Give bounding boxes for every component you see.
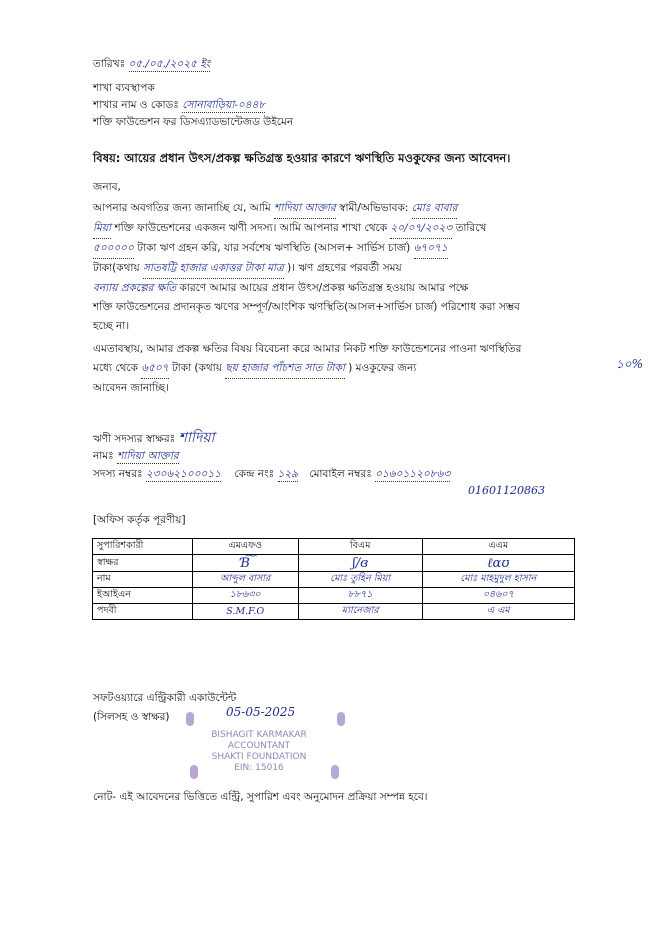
table-row bbox=[93, 588, 575, 604]
p2-text-d: ) মওকুফের জন্য bbox=[348, 362, 417, 374]
stamp-line: SHAKTI FOUNDATION bbox=[211, 752, 307, 762]
ink-smudge bbox=[337, 712, 345, 726]
accountant-title: সফটওয়্যারে এন্ট্রিকারী একাউন্টেন্ট bbox=[93, 692, 237, 704]
body-paragraph-1 bbox=[93, 199, 613, 336]
p2-text-a: এমতাবস্থায়, আমার প্রকল্প ক্ষতির বিষয় বিবেচনা করে আমার নিকট শক্তি ফাউন্ডেশনের পাওনা ঋণস্থিতির bbox=[93, 343, 522, 355]
loan-amount: ৫০০০০০ bbox=[93, 239, 134, 259]
member-signature-line bbox=[93, 432, 215, 446]
office-table bbox=[92, 538, 575, 620]
table-cell: ম্যানেজার bbox=[298, 604, 422, 620]
accountant-subtitle: (সিলসহ ও স্বাক্ষর) bbox=[93, 711, 170, 723]
office-caption: [অফিস কর্তৃক পূরণীয়] bbox=[93, 514, 186, 526]
p1-text-h: কারণে আমার আয়ের প্রধান উৎস/প্রকল্প ক্ষতিগ্রস্ত হওয়ায় আমার পক্ষে bbox=[179, 282, 469, 294]
member-name-line bbox=[93, 450, 179, 464]
accountant-signed-date: 05-05-2025 bbox=[226, 705, 296, 719]
row-label: স্বাক্ষর bbox=[93, 555, 193, 572]
table-header-cell: এএম bbox=[422, 539, 574, 555]
p1-text-i: শক্তি ফাউন্ডেশনের প্রদানকৃত ঋণের সম্পূর্ণ/আংশিক ঋণস্থিতি(আসল+সার্ভিস চার্জ) পরিশোধ করা সম্ভব bbox=[93, 301, 520, 313]
table-row bbox=[93, 572, 575, 588]
date-value: ০৫./০৫./২০২৫ ইং bbox=[128, 58, 211, 70]
table-row bbox=[93, 604, 575, 620]
mobile-number-2: 01601120863 bbox=[468, 484, 545, 497]
loan-date: ২০/০৭/২০২৩ bbox=[390, 219, 452, 239]
stamp-line: BISHAGIT KARMAKAR bbox=[211, 730, 307, 740]
damage-cause: বন্যায় প্রকল্পের ক্ষতি bbox=[93, 282, 177, 294]
p1-text-f: টাকা(কথায় bbox=[93, 262, 140, 274]
table-row bbox=[93, 555, 575, 572]
branch-label: শাখার নাম ও কোডঃ bbox=[93, 99, 179, 111]
p2-text-c: টাকা (কথায় bbox=[171, 362, 222, 374]
outstanding-in-words: সাতষট্টি হাজার একাত্তর টাকা মাত্র bbox=[143, 259, 284, 279]
member-name-label: নামঃ bbox=[93, 450, 114, 462]
p1-text-a: আপনার অবগতির জন্য জানাচ্ছি যে, আমি bbox=[93, 202, 271, 214]
table-header-cell: বিএম bbox=[298, 539, 422, 555]
note-line: নোট- এই আবেদনের ভিত্তিতে এন্ট্রি, সুপারিশ এবং অনুমোদন প্রক্রিয়া সম্পন্ন হবে। bbox=[93, 791, 428, 803]
table-cell: আব্দুল বাসার bbox=[192, 572, 298, 588]
member-number: ২৩০৬২১০০০১১ bbox=[145, 468, 222, 480]
table-header-cell: এমএফও bbox=[192, 539, 298, 555]
p1-text-b: স্বামী/অভিভাবক: bbox=[339, 202, 409, 214]
organization-name: শক্তি ফাউন্ডেশন ফর ডিসএ্যাডভান্টেজড উইমেন bbox=[93, 116, 294, 128]
am-signature: ℓɑʊ bbox=[422, 555, 574, 572]
ink-smudge bbox=[186, 712, 194, 726]
salutation: জনাব, bbox=[93, 181, 121, 193]
date-label: তারিখঃ bbox=[93, 58, 126, 70]
outstanding-amount: ৬৭০৭১ bbox=[414, 239, 448, 259]
guardian-name: মোঃ বাবার bbox=[412, 199, 458, 219]
table-cell: মোঃ মাহমুদুল হাসান bbox=[422, 572, 574, 588]
table-cell: ০৪৬০৭ bbox=[422, 588, 574, 604]
percent-note: ১০% bbox=[616, 357, 643, 371]
waive-amount: ৬৫০৭ bbox=[141, 359, 168, 379]
p1-text-c: শক্তি ফাউন্ডেশনের একজন ঋণী সদস্য। আমি আপনার শাখা থেকে bbox=[114, 222, 388, 234]
table-header-cell: সুপারিশকারী bbox=[93, 539, 193, 555]
p1-text-j: হচ্ছে না। bbox=[93, 320, 130, 332]
borrower-name: শাদিয়া আক্তার bbox=[274, 199, 336, 219]
branch-value: সোনাবাড়িয়া-০৪৪৮ bbox=[182, 99, 266, 111]
table-cell: S.M.F.O bbox=[192, 604, 298, 620]
date-line bbox=[93, 58, 210, 72]
table-cell: ১৮৬৩০ bbox=[192, 588, 298, 604]
row-label: ইআইএন bbox=[93, 588, 193, 604]
member-name: শাদিয়া আক্তার bbox=[117, 450, 179, 462]
row-label: নাম bbox=[93, 572, 193, 588]
body-paragraph-2 bbox=[93, 340, 623, 398]
table-cell: ৮৮৭১ bbox=[298, 588, 422, 604]
p1-text-d: তারিখে bbox=[455, 222, 487, 234]
subject-line: বিষয়: আয়ের প্রধান উৎস/প্রকল্প ক্ষতিগ্রস্ত হওয়ার কারণে ঋণস্থিতি মওকুফের জন্য আবেদন। bbox=[93, 151, 511, 165]
table-header-row bbox=[93, 539, 575, 555]
center-number: ১২৯ bbox=[277, 468, 298, 480]
row-label: পদবী bbox=[93, 604, 193, 620]
mfo-signature: Ɓ͠ bbox=[192, 555, 298, 572]
p2-text-b: মধ্যে থেকে bbox=[93, 362, 138, 374]
member-sign-label: ঋণী সদস্যর স্বাক্ষরঃ bbox=[93, 433, 176, 445]
member-signature: শাদিয়া bbox=[178, 430, 215, 446]
member-number-line bbox=[93, 468, 450, 482]
mobile-number: ০১৬০১১২০৮৬৩ bbox=[375, 468, 451, 480]
accountant-stamp bbox=[194, 730, 324, 774]
p1-text-g: )। ঋণ গ্রহণের পরবর্তী সময় bbox=[287, 262, 402, 274]
p2-text-e: আবেদন জানাচ্ছি। bbox=[93, 382, 169, 394]
p1-text-e: টাকা ঋণ গ্রহন করি, যার সর্বশেষ ঋণস্থিতি (আসল+ সার্ভিস চার্জ) bbox=[137, 242, 411, 254]
branch-line bbox=[93, 99, 265, 113]
stamp-line: EIN: 15016 bbox=[234, 763, 284, 773]
stamp-line: ACCOUNTANT bbox=[227, 741, 291, 751]
table-cell: এ এম bbox=[422, 604, 574, 620]
member-number-label: সদস্য নম্বরঃ bbox=[93, 468, 143, 480]
bm-signature: ʃ∕ɞ bbox=[298, 555, 422, 572]
recipient-title: শাখা ব্যবস্থাপক bbox=[93, 82, 155, 94]
ink-smudge bbox=[331, 765, 339, 779]
table-cell: মোঃ তুহিন মিয়া bbox=[298, 572, 422, 588]
mobile-label: মোবাইল নম্বরঃ bbox=[309, 468, 372, 480]
waive-in-words: ছয় হাজার পাঁচশত সাত টাকা bbox=[225, 359, 345, 379]
guardian-name-2: মিয়া bbox=[93, 219, 111, 239]
center-label: কেন্দ্র নংঃ bbox=[234, 468, 275, 480]
